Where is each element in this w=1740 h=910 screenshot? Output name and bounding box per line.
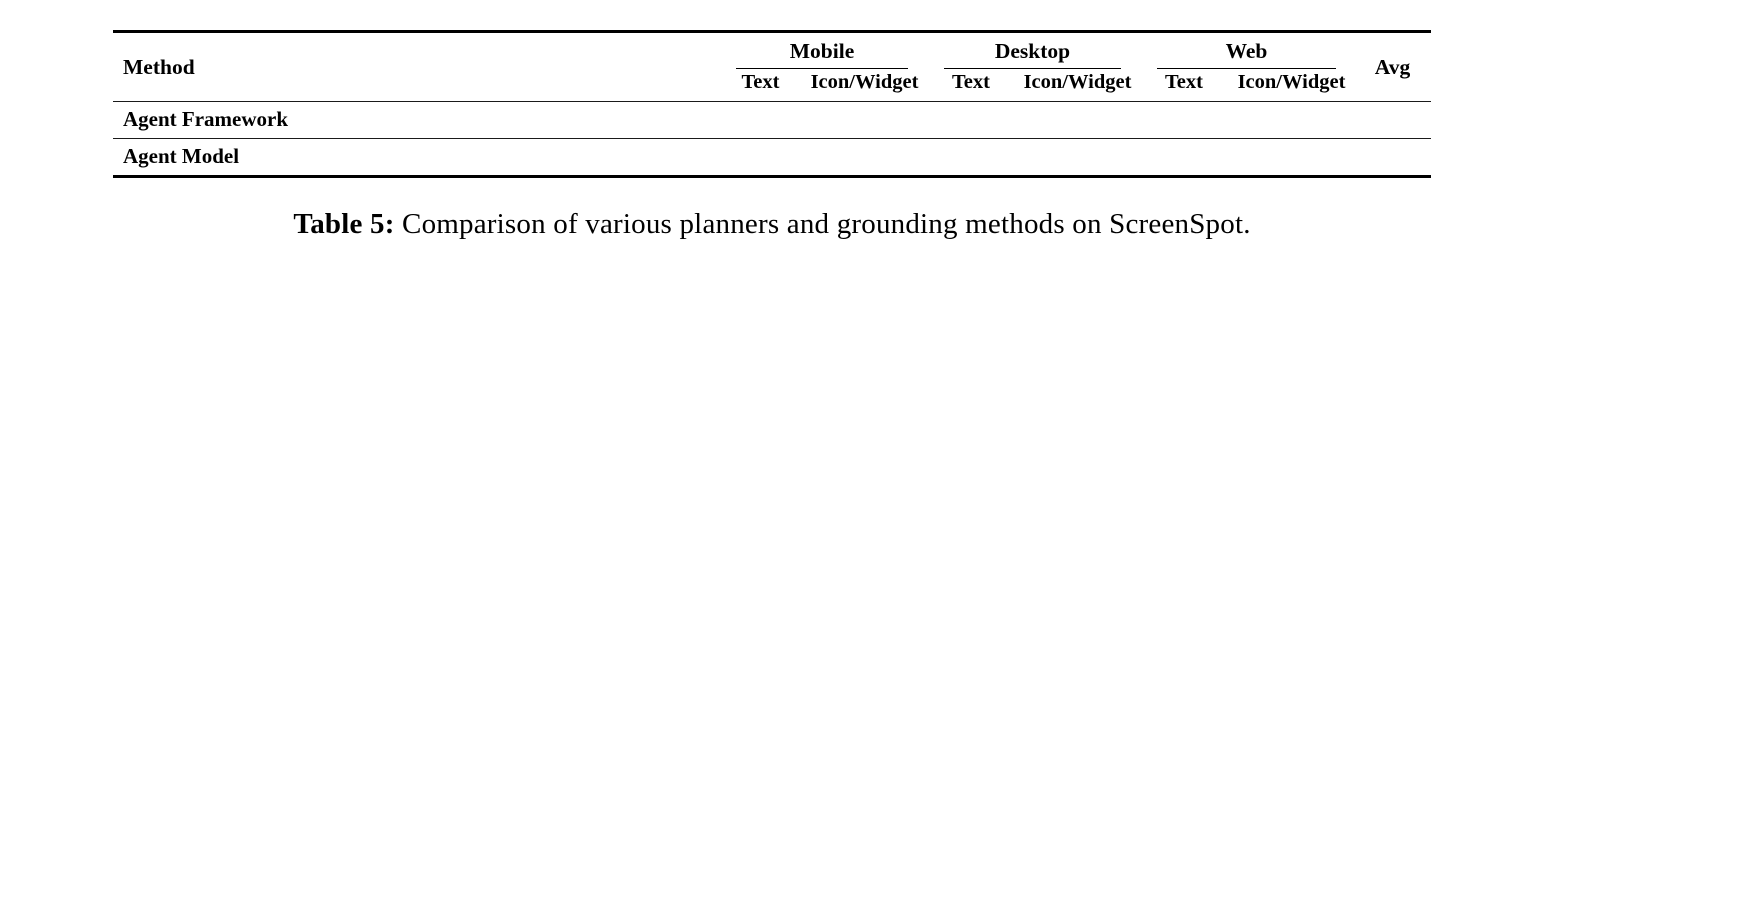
table-caption <box>113 208 1431 241</box>
section-header-row <box>113 138 1431 176</box>
table-caption-text: Comparison of various planners and grounding methods on ScreenSpot. <box>402 207 1251 240</box>
table-caption-label: Table 5: <box>293 207 395 240</box>
col-header-desktop-text: Text <box>926 69 1016 102</box>
col-header-desktop-iconwidget: Icon/Widget <box>1016 69 1139 102</box>
paper-table-figure <box>113 30 1431 241</box>
col-header-method: Method <box>113 32 718 102</box>
screenspot-results-table <box>113 30 1431 178</box>
section-title: Agent Framework <box>113 101 1431 138</box>
col-header-web-iconwidget: Icon/Widget <box>1229 69 1354 102</box>
col-header-web-text: Text <box>1139 69 1229 102</box>
col-header-desktop: Desktop <box>926 32 1139 69</box>
col-header-web: Web <box>1139 32 1354 69</box>
col-header-avg: Avg <box>1354 32 1431 102</box>
col-header-mobile: Mobile <box>718 32 926 69</box>
col-header-mobile-text: Text <box>718 69 803 102</box>
col-header-mobile-iconwidget: Icon/Widget <box>803 69 926 102</box>
section-title: Agent Model <box>113 138 1431 176</box>
header-group-row <box>113 32 1431 69</box>
section-header-row <box>113 101 1431 138</box>
